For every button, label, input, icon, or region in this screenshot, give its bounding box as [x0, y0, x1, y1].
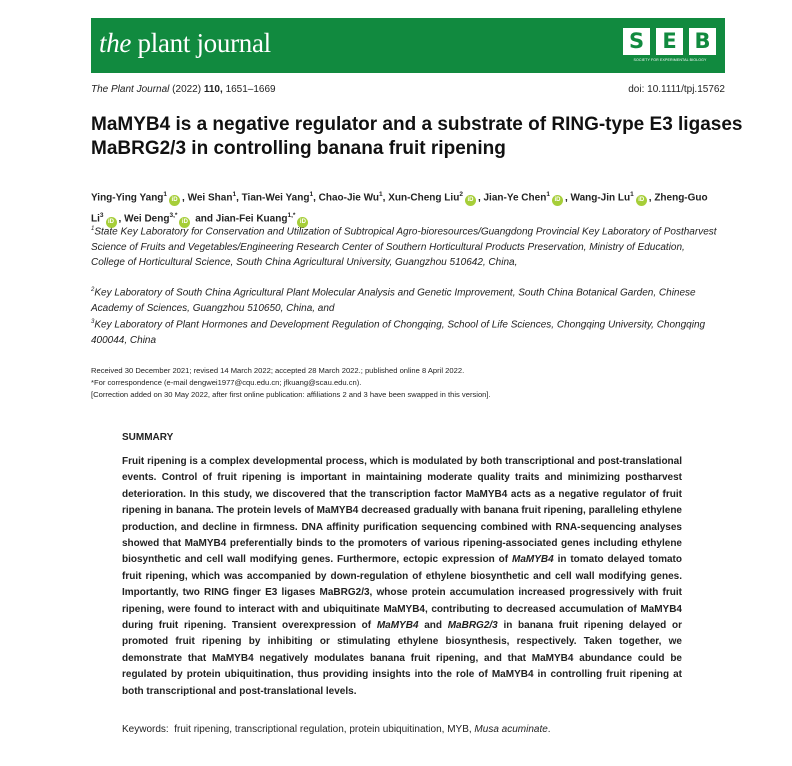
correction-note: [Correction added on 30 May 2022, after first online publication: affiliations 2 and 3 have been swapped in this version].: [91, 389, 491, 399]
author-name[interactable]: Wei Deng: [124, 213, 170, 225]
keywords-species: Musa acuminate: [474, 724, 548, 735]
summary-text: [122, 454, 682, 700]
orcid-icon[interactable]: iD: [179, 217, 190, 228]
article-meta: [91, 365, 731, 400]
author-name[interactable]: Zheng-Guo Li: [91, 192, 708, 225]
doi-link[interactable]: doi: 10.1111/tpj.15762: [628, 84, 725, 95]
affiliation-3: [91, 315, 721, 348]
author-name[interactable]: Chao-Jie Wu: [318, 192, 380, 204]
orcid-icon[interactable]: iD: [297, 217, 308, 228]
keywords-text: fruit ripening, transcriptional regulation, protein ubiquitination, MYB,: [174, 724, 472, 735]
author-list: Ying-Ying Yang$^1$iD , Wei Shan$^1$, Tian-Wei Yang$^1$, Chao-Jie Wu$^1$, Xun-Cheng Liu$^2$iD , Jian-Ye Chen$^1$iD , Wang-Jin Lu$^1$iD , Zheng-Guo Li$^3$iD , Wei Deng$^{3,*}$iD and Jian-Fei Kuang$^{1,*}$iD: [91, 186, 721, 229]
citation: [91, 84, 276, 95]
journal-logo[interactable]: [99, 28, 271, 59]
summary-gene-italic: MaMYB4: [376, 620, 419, 632]
author-name[interactable]: Wang-Jin Lu: [570, 192, 631, 204]
author-affiliation-sup: 1: [630, 191, 634, 198]
author-affiliation-sup: 2: [459, 191, 463, 198]
article-title: MaMYB4 is a negative regulator and a substrate of RING-type E3 ligases MaBRG2/3 in controlling banana fruit ripening: [91, 114, 743, 159]
seb-letter-e: E: [656, 28, 683, 55]
keywords: [122, 724, 682, 735]
author-affiliation-sup: 3,*: [169, 212, 178, 220]
affiliation-text: State Key Laboratory for Conservation and Utilization of Subtropical Agro-bioresources/Guangdong Provincial Key Laboratory of Postharvest Science of Fruits and Vegetables/Engineering Research Center of Southern Horticultural Products Preservation, Ministry of Education, College of Horticultural Science, South China Agricultural University, Guangzhou 510642, China,: [91, 226, 717, 268]
journal-banner: [91, 18, 725, 73]
affiliation-text: Key Laboratory of South China Agricultural Plant Molecular Analysis and Genetic Improvement, South China Botanical Garden, Chinese Academy of Sciences, Guangzhou 510650, China, and: [91, 287, 696, 314]
author-name[interactable]: Tian-Wei Yang: [241, 192, 310, 204]
author-name[interactable]: Jian-Ye Chen: [483, 192, 547, 204]
summary-segment: and: [418, 620, 448, 632]
author-name[interactable]: Xun-Cheng Liu: [388, 192, 460, 204]
received-dates: Received 30 December 2021; revised 14 March 2022; accepted 28 March 2022.; published online 8 April 2022.: [91, 366, 465, 375]
summary-segment: Fruit ripening is a complex developmental process, which is modulated by both transcriptional and post-translational events. Control of fruit ripening is important in maintaining moderate quality traits and minimizing postharvest deterioration. In this study, we discovered that the transcription factor MaMYB4 acts as a negative regulator of fruit ripening in banana. The protein levels of MaMYB4 decreased gradually with banana fruit ripening, paralleling ethylene production, and decline in firmness. DNA affinity purification sequencing combined with RNA-sequencing analyses showed that MaMYB4 preferentially binds to the promoters of various ripening-associated genes including ethylene biosynthetic and cell wall modifying genes. Furthermore, ectopic expression of: [122, 456, 682, 566]
orcid-icon[interactable]: iD: [169, 195, 180, 206]
author-conjunction: and: [195, 213, 213, 225]
citation-volume: 110,: [203, 84, 223, 95]
orcid-icon[interactable]: iD: [465, 195, 476, 206]
summary-gene-italic: MaMYB4: [512, 554, 554, 566]
author-name[interactable]: Ying-Ying Yang: [91, 192, 164, 204]
author-affiliation-sup: 1: [232, 191, 237, 198]
affiliation-num: 1: [91, 226, 95, 232]
seb-letter-b: B: [689, 28, 716, 55]
affiliation-1: [91, 222, 721, 270]
author-affiliation-sup: 1: [309, 191, 314, 198]
citation-pages: 1651–1669: [225, 84, 276, 95]
summary-segment: in tomato delayed tomato fruit ripening, which was accompanied by down-regulation of ethylene biosynthetic and cell wall modifying genes. Importantly, two RING finger E3 ligases MaBRG2/3, whose protein accumulation increased progressively with fruit ripening, were found to interact with and ubiquitinate MaMYB4, contributing to decreased accumulation of MaMYB4 during fruit ripening. Transient overexpression of: [122, 554, 682, 632]
orcid-icon[interactable]: iD: [636, 195, 647, 206]
correspondence[interactable]: *For correspondence (e-mail dengwei1977@cqu.edu.cn; jfkuang@scau.edu.cn).: [91, 377, 362, 387]
author-affiliation-sup: 3: [99, 212, 104, 220]
author-affiliation-sup: 1: [163, 191, 168, 198]
journal-logo-prefix: the: [99, 28, 132, 58]
citation-journal: The Plant Journal: [91, 84, 170, 95]
keywords-label: Keywords:: [122, 724, 169, 735]
seb-tagline: SOCIETY FOR EXPERIMENTAL BIOLOGY: [633, 58, 707, 62]
seb-letter-s: S: [623, 28, 650, 55]
orcid-icon[interactable]: iD: [106, 217, 117, 228]
affiliation-num: 3: [91, 319, 95, 325]
author-name[interactable]: Jian-Fei Kuang: [215, 213, 288, 225]
author-affiliation-sup: 1: [379, 191, 383, 198]
author-name[interactable]: Wei Shan: [187, 192, 233, 204]
summary-gene-italic: MaBRG2/3: [447, 620, 498, 632]
seb-logo[interactable]: [623, 28, 717, 66]
summary-heading: SUMMARY: [122, 432, 174, 443]
orcid-icon[interactable]: iD: [552, 195, 563, 206]
journal-logo-suffix: plant journal: [137, 28, 271, 58]
summary-segment: in banana fruit ripening delayed or promoted fruit ripening by inhibiting or stimulating ethylene biosynthesis, respectively. Taken together, we demonstrate that MaMYB4 negatively modulates banana fruit ripening, and that MaMYB4 abundance could be regulated by protein ubiquitination, thus providing insights into the role of MaMYB4 in controlling fruit ripening at both transcriptional and post-translational levels.: [122, 620, 682, 697]
affiliation-num: 2: [91, 287, 95, 293]
affiliation-text: Key Laboratory of Plant Hormones and Development Regulation of Chongqing, School of Life Sciences, Chongqing University, Chongqing 400044, China: [91, 319, 706, 346]
keywords-end: .: [547, 724, 551, 735]
author-affiliation-sup: 1,*: [287, 212, 296, 220]
citation-year: (2022): [172, 84, 202, 95]
affiliation-2: [91, 283, 721, 316]
author-affiliation-sup: 1: [546, 191, 550, 198]
